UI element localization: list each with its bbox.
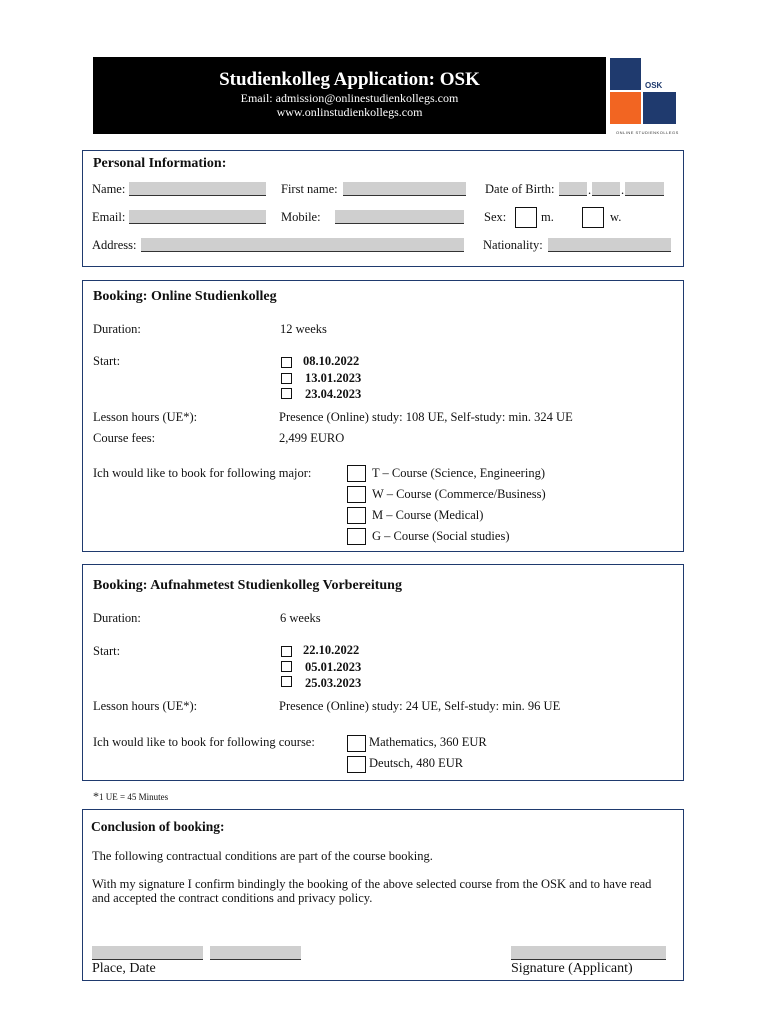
form-title: Studienkolleg Application: OSK <box>219 69 480 90</box>
sex-label: Sex: <box>484 210 507 224</box>
nationality-label: Nationality: <box>483 238 543 252</box>
sex-male-checkbox[interactable] <box>515 207 537 228</box>
start-date-checkbox[interactable] <box>281 357 292 368</box>
footnote <box>93 789 168 804</box>
dob-separator: . <box>588 183 592 197</box>
conclusion-paragraph: The following contractual conditions are part of the course booking. <box>92 849 433 863</box>
major-label: Ich would like to book for following major: <box>93 466 312 480</box>
first-name-label: First name: <box>281 182 338 196</box>
course-checkbox[interactable] <box>347 756 366 773</box>
sex-male-label: m. <box>541 210 554 224</box>
course-option: Mathematics, 360 EUR <box>369 735 487 749</box>
start-date-checkbox[interactable] <box>281 388 292 399</box>
dob-year-field[interactable] <box>625 182 664 196</box>
start-date-checkbox[interactable] <box>281 646 292 657</box>
address-label: Address: <box>92 238 137 252</box>
place-field[interactable] <box>92 946 203 960</box>
duration-value: 6 weeks <box>280 611 321 625</box>
major-option: G – Course (Social studies) <box>372 529 510 543</box>
lesson-hours-value: Presence (Online) study: 24 UE, Self-study: min. 96 UE <box>279 699 561 713</box>
header-banner <box>93 57 606 134</box>
dob-separator: . <box>621 183 625 197</box>
major-option: T – Course (Science, Engineering) <box>372 466 545 480</box>
name-field[interactable] <box>129 182 266 196</box>
major-checkbox[interactable] <box>347 507 366 524</box>
signature-label: Signature (Applicant) <box>511 961 633 976</box>
osk-logo <box>608 57 678 137</box>
lesson-hours-value: Presence (Online) study: 108 UE, Self-study: min. 324 UE <box>279 410 573 424</box>
lesson-hours-label: Lesson hours (UE*): <box>93 699 198 713</box>
logo-brand: OSK <box>645 81 663 90</box>
start-date-option: 05.01.2023 <box>305 660 362 674</box>
mobile-label: Mobile: <box>281 210 321 224</box>
start-date-option: 08.10.2022 <box>303 354 360 368</box>
mobile-field[interactable] <box>335 210 464 224</box>
course-checkbox[interactable] <box>347 735 366 752</box>
start-date-option: 13.01.2023 <box>305 371 362 385</box>
footnote-star: * <box>93 789 99 803</box>
start-date-option: 23.04.2023 <box>305 387 362 401</box>
conclusion-paragraph: and accepted the contract conditions and privacy policy. <box>92 891 373 905</box>
start-date-option: 25.03.2023 <box>305 676 362 690</box>
duration-label: Duration: <box>93 322 141 336</box>
lesson-hours-label: Lesson hours (UE*): <box>93 410 198 424</box>
major-option: M – Course (Medical) <box>372 508 484 522</box>
date-field[interactable] <box>210 946 301 960</box>
course-fees-label: Course fees: <box>93 431 156 445</box>
start-date-checkbox[interactable] <box>281 661 292 672</box>
duration-label: Duration: <box>93 611 141 625</box>
logo-caption: ONLINE STUDIENKOLLEGS <box>616 130 679 135</box>
course-fees-value: 2,499 EURO <box>279 431 345 445</box>
start-date-option: 22.10.2022 <box>303 643 360 657</box>
nationality-field[interactable] <box>548 238 671 252</box>
start-date-checkbox[interactable] <box>281 373 292 384</box>
email-field[interactable] <box>129 210 266 224</box>
conclusion-heading: Conclusion of booking: <box>91 819 225 834</box>
booking-online-heading: Booking: Online Studienkolleg <box>93 289 277 304</box>
dob-day-field[interactable] <box>559 182 587 196</box>
major-checkbox[interactable] <box>347 465 366 482</box>
email-label: Email: <box>92 210 126 224</box>
footnote-text: 1 UE = 45 Minutes <box>99 792 169 802</box>
dob-month-field[interactable] <box>592 182 620 196</box>
sex-female-label: w. <box>610 210 622 224</box>
header-email: Email: admission@onlinestudienkollegs.com <box>240 91 459 105</box>
conclusion-paragraph: With my signature I confirm bindingly the booking of the above selected course from the OSK and to have read <box>92 877 652 891</box>
signature-field[interactable] <box>511 946 666 960</box>
first-name-field[interactable] <box>343 182 466 196</box>
major-option: W – Course (Commerce/Business) <box>372 487 546 501</box>
place-date-label: Place, Date <box>92 961 156 976</box>
course-option: Deutsch, 480 EUR <box>369 756 464 770</box>
course-label: Ich would like to book for following course: <box>93 735 315 749</box>
start-label: Start: <box>93 354 121 368</box>
duration-value: 12 weeks <box>280 322 327 336</box>
address-field[interactable] <box>141 238 464 252</box>
name-label: Name: <box>92 182 126 196</box>
booking-exam-prep-heading: Booking: Aufnahmetest Studienkolleg Vorbereitung <box>93 578 402 593</box>
dob-label: Date of Birth: <box>485 182 555 196</box>
start-label: Start: <box>93 644 121 658</box>
personal-info-heading: Personal Information: <box>93 156 227 171</box>
major-checkbox[interactable] <box>347 528 366 545</box>
major-checkbox[interactable] <box>347 486 366 503</box>
sex-female-checkbox[interactable] <box>582 207 604 228</box>
header-website: www.onlinstudienkollegs.com <box>276 105 423 119</box>
start-date-checkbox[interactable] <box>281 676 292 687</box>
